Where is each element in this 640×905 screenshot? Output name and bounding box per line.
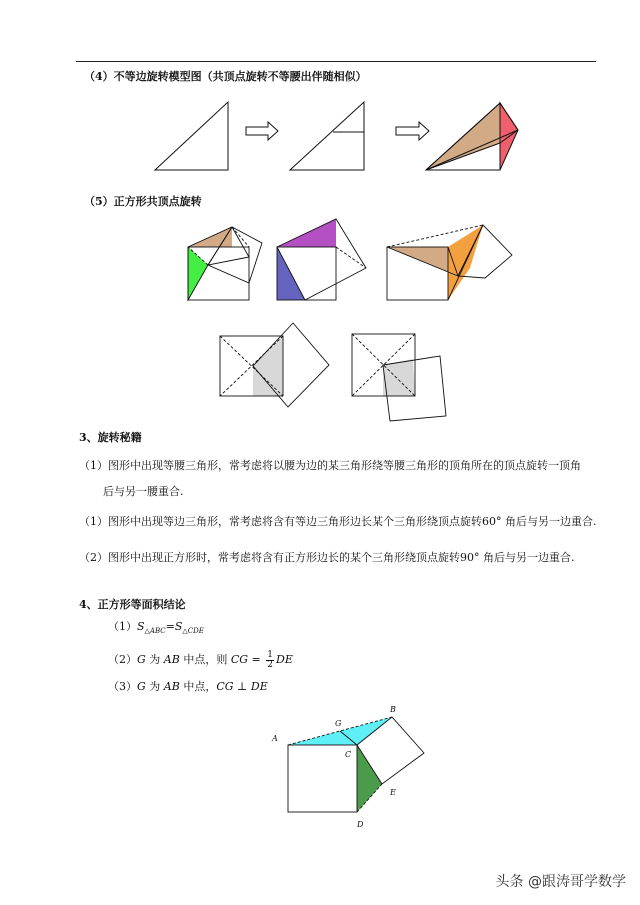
triangle-abc-sub: △ABC (144, 627, 166, 635)
conclusion-2-word1: 为 (145, 653, 164, 666)
figure-triangle-1 (155, 102, 228, 170)
section-4-title: （4）不等边旋转模型图（共顶点旋转不等腰出伴随相似） (84, 70, 367, 83)
conclusion-1-prefix: （1） (108, 620, 137, 633)
half-fraction (266, 651, 274, 670)
conclusion-2 (108, 648, 293, 672)
tip-2: （1）图形中出现等边三角形，常考虑将含有等边三角形边长某个三角形绕顶点旋转60° 角后与另一边重合. (79, 515, 597, 528)
equals-sign: = (165, 620, 175, 633)
section-3-title: 3、旋转秘籍 (79, 431, 142, 444)
square-figure-3 (387, 225, 512, 300)
segment-cg-text: CG (230, 653, 249, 666)
conclusion-3-word1: 为 (145, 680, 164, 693)
segment-ab-text: AB (163, 653, 180, 666)
point-label-d: D (357, 820, 364, 829)
point-label-a: A (272, 734, 278, 743)
conclusion-2-prefix: （2） (108, 653, 137, 666)
figure-rotated-triangles (426, 103, 518, 170)
section-4b-title: 4、正方形等面积结论 (79, 598, 186, 611)
tip-1-line-1: （1）图形中出现等腰三角形，常考虑将以腰为边的某三角形绕等腰三角形的顶角所在的顶点旋转一顶角 (79, 459, 581, 472)
perpendicular-expr: CG ⊥ DE (216, 680, 268, 693)
conclusion-3-prefix: （3） (108, 680, 137, 693)
point-label-b: B (390, 705, 396, 714)
fraction-numerator: 1 (267, 649, 273, 660)
area-symbol-1: S (137, 620, 145, 633)
segment-ab-text-2: AB (163, 680, 180, 693)
point-g-text-2: G (137, 680, 146, 693)
square-figure-1 (188, 227, 262, 300)
conclusion-3-word2: 中点， (179, 680, 217, 693)
figure-triangle-2 (290, 102, 364, 170)
section-5-title: （5）正方形共顶点旋转 (84, 195, 202, 208)
tip-1-line-2: 后与另一腰重合. (103, 485, 184, 498)
point-g-text: G (137, 653, 146, 666)
square-figure-4 (220, 323, 329, 407)
fraction-denominator: 2 (267, 659, 273, 670)
tip-3: （2）图形中出现正方形时，常考虑将含有正方形边长的某个三角形绕顶点旋转90° 角后与另一边重合. (79, 551, 575, 564)
conclusion-1 (108, 620, 204, 638)
conclusion-3 (108, 680, 268, 694)
conclusion-2-word2: 中点，则 (179, 653, 231, 666)
point-label-g: G (335, 719, 342, 728)
square-area-figure (288, 717, 424, 812)
point-label-e: E (390, 788, 396, 797)
watermark: 头条 @跟涛哥学数学 (495, 874, 626, 890)
point-label-c: C (345, 750, 352, 759)
conclusion-2-equals: = (248, 653, 265, 666)
segment-de-text: DE (276, 653, 293, 666)
area-symbol-2: S (174, 620, 183, 633)
figure-arrow-2 (396, 122, 429, 140)
figure-arrow-1 (246, 122, 278, 140)
square-figure-5 (352, 334, 446, 421)
triangle-cde-sub: △CDE (182, 627, 204, 635)
square-figure-2 (277, 219, 366, 300)
